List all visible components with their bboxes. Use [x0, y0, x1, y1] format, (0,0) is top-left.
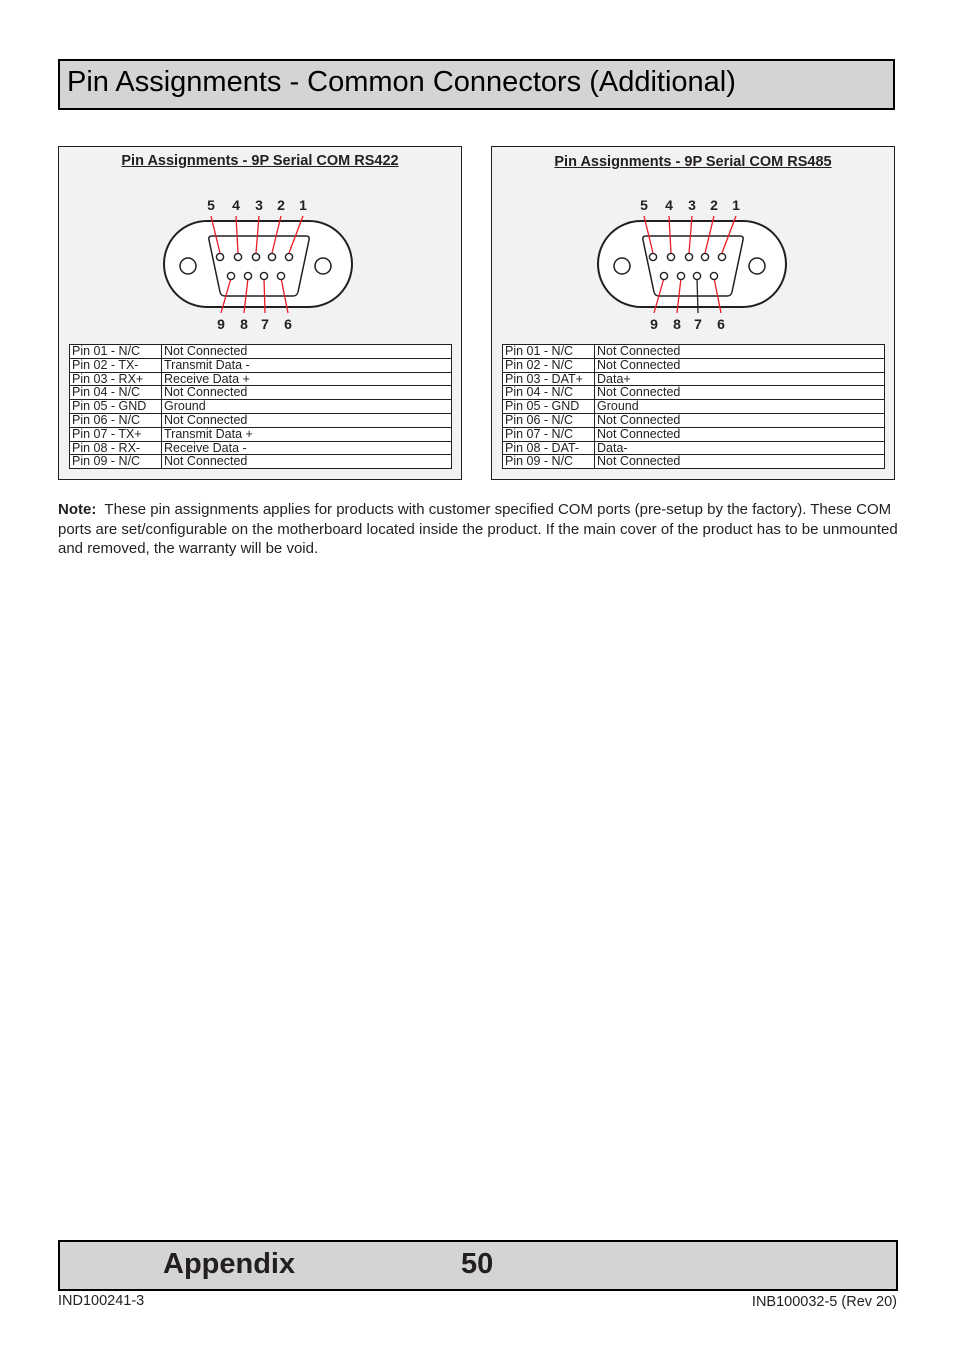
- rs422-table-row: [70, 455, 452, 469]
- rs422-signal-cell: Receive Data -: [162, 441, 452, 455]
- rs485-pin-cell: Pin 08 - DAT-: [503, 441, 595, 455]
- rs422-pin-cell: Pin 06 - N/C: [70, 413, 162, 427]
- rs485-label-pin-5: 5: [640, 197, 648, 213]
- footer-bar: [58, 1240, 898, 1291]
- page-title: Pin Assignments - Common Connectors (Additional): [67, 66, 736, 98]
- rs485-pin-socket: [649, 253, 656, 260]
- rs485-pin-cell: Pin 04 - N/C: [503, 386, 595, 400]
- rs422-pin-cell: Pin 01 - N/C: [70, 345, 162, 359]
- rs422-pin-table: [69, 344, 452, 469]
- rs422-pin-socket: [268, 253, 275, 260]
- rs422-table-row: [70, 372, 452, 386]
- note-paragraph: [58, 500, 898, 559]
- rs422-signal-cell: Ground: [162, 400, 452, 414]
- rs422-pin-socket: [277, 272, 284, 279]
- rs422-table-row: [70, 441, 452, 455]
- rs485-pin-socket: [701, 253, 708, 260]
- rs485-pin-cell: Pin 02 - N/C: [503, 358, 595, 372]
- rs422-label-pin-5: 5: [207, 197, 215, 213]
- rs485-pin-cell: Pin 09 - N/C: [503, 455, 595, 469]
- document-id-left: IND100241-3: [58, 1293, 145, 1309]
- rs422-panel-title: Pin Assignments - 9P Serial COM RS422: [121, 153, 399, 169]
- rs422-pin-socket: [244, 272, 251, 279]
- rs422-pin-socket: [227, 272, 234, 279]
- rs485-table-row: [503, 400, 885, 414]
- rs422-signal-cell: Not Connected: [162, 413, 452, 427]
- rs422-signal-cell: Receive Data +: [162, 372, 452, 386]
- note-text: These pin assignments applies for products with customer specified COM ports (pre-setup by the factory). These COM ports are set/configurable on the motherboard located inside the product. If the main cover of the product has to be unmounted and removed, the warranty will be void.: [58, 501, 898, 557]
- rs422-table-row: [70, 345, 452, 359]
- rs485-label-pin-6: 6: [717, 316, 725, 332]
- rs485-pin-table: [502, 344, 885, 469]
- rs485-pin-socket: [710, 272, 717, 279]
- rs485-table-row: [503, 372, 885, 386]
- rs485-label-pin-9: 9: [650, 316, 658, 332]
- rs485-pin-socket: [718, 253, 725, 260]
- rs422-label-pin-7: 7: [261, 316, 269, 332]
- rs422-pin-cell: Pin 04 - N/C: [70, 386, 162, 400]
- rs422-pin-cell: Pin 02 - TX-: [70, 358, 162, 372]
- rs485-label-pin-4: 4: [665, 197, 673, 213]
- rs422-table-row: [70, 427, 452, 441]
- rs422-signal-cell: Transmit Data +: [162, 427, 452, 441]
- rs485-pin-socket: [693, 272, 700, 279]
- rs422-label-pin-4: 4: [232, 197, 240, 213]
- rs485-connector-d-shape: [643, 236, 743, 296]
- rs422-label-pin-6: 6: [284, 316, 292, 332]
- rs422-table-row: [70, 413, 452, 427]
- rs422-table-row: [70, 358, 452, 372]
- rs485-label-pin-1: 1: [732, 197, 740, 213]
- rs485-pin-socket: [677, 272, 684, 279]
- rs485-table-row: [503, 358, 885, 372]
- rs422-pin-socket: [216, 253, 223, 260]
- rs485-pin-cell: Pin 03 - DAT+: [503, 372, 595, 386]
- rs485-signal-cell: Ground: [595, 400, 885, 414]
- rs422-pin-socket: [252, 253, 259, 260]
- rs485-signal-cell: Not Connected: [595, 413, 885, 427]
- rs422-mount-hole-right: [315, 258, 331, 274]
- rs422-signal-cell: Not Connected: [162, 345, 452, 359]
- rs422-label-pin-9: 9: [217, 316, 225, 332]
- rs485-mount-hole-right: [749, 258, 765, 274]
- rs485-table-row: [503, 427, 885, 441]
- rs485-mount-hole-left: [614, 258, 630, 274]
- rs422-pin-cell: Pin 09 - N/C: [70, 455, 162, 469]
- rs485-table-row: [503, 441, 885, 455]
- rs485-pin-socket: [667, 253, 674, 260]
- rs422-pin-socket: [234, 253, 241, 260]
- rs422-table-row: [70, 400, 452, 414]
- rs422-connector-d-shape: [209, 236, 309, 296]
- rs422-connector-diagram: [59, 147, 461, 347]
- rs485-label-pin-7: 7: [694, 316, 702, 332]
- rs485-signal-cell: Not Connected: [595, 455, 885, 469]
- rs485-table-row: [503, 455, 885, 469]
- rs422-panel: [58, 146, 462, 480]
- rs422-pin-cell: Pin 08 - RX-: [70, 441, 162, 455]
- note-label: Note:: [58, 501, 97, 518]
- rs485-pin-cell: Pin 01 - N/C: [503, 345, 595, 359]
- rs485-panel-title: Pin Assignments - 9P Serial COM RS485: [554, 154, 832, 170]
- rs485-pin-cell: Pin 06 - N/C: [503, 413, 595, 427]
- rs485-table-row: [503, 413, 885, 427]
- rs485-label-pin-3: 3: [688, 197, 696, 213]
- rs485-panel: [491, 146, 895, 480]
- rs422-label-pin-1: 1: [299, 197, 307, 213]
- rs422-signal-cell: Not Connected: [162, 386, 452, 400]
- rs422-table-row: [70, 386, 452, 400]
- rs422-label-pin-8: 8: [240, 316, 248, 332]
- rs485-pin-cell: Pin 05 - GND: [503, 400, 595, 414]
- rs485-table-row: [503, 345, 885, 359]
- rs485-label-pin-8: 8: [673, 316, 681, 332]
- rs485-pin-cell: Pin 07 - N/C: [503, 427, 595, 441]
- rs422-pin-socket: [285, 253, 292, 260]
- rs422-label-pin-3: 3: [255, 197, 263, 213]
- rs422-label-pin-2: 2: [277, 197, 285, 213]
- rs485-pin-socket: [660, 272, 667, 279]
- rs485-signal-cell: Not Connected: [595, 345, 885, 359]
- document-id-right: INB100032-5 (Rev 20): [751, 1294, 897, 1310]
- rs485-pin-socket: [685, 253, 692, 260]
- rs485-label-pin-2: 2: [710, 197, 718, 213]
- rs422-pin-socket: [260, 272, 267, 279]
- rs422-signal-cell: Transmit Data -: [162, 358, 452, 372]
- page-title-bar: [58, 59, 895, 110]
- rs422-signal-cell: Not Connected: [162, 455, 452, 469]
- rs422-mount-hole-left: [180, 258, 196, 274]
- footer-section-title: Appendix: [163, 1248, 296, 1280]
- rs485-signal-cell: Data-: [595, 441, 885, 455]
- rs422-pin-cell: Pin 07 - TX+: [70, 427, 162, 441]
- rs422-pin-cell: Pin 05 - GND: [70, 400, 162, 414]
- rs485-table-row: [503, 386, 885, 400]
- rs485-signal-cell: Not Connected: [595, 358, 885, 372]
- rs485-signal-cell: Data+: [595, 372, 885, 386]
- rs485-connector-diagram: [492, 147, 894, 347]
- rs485-signal-cell: Not Connected: [595, 386, 885, 400]
- rs422-pin-cell: Pin 03 - RX+: [70, 372, 162, 386]
- page-number: 50: [461, 1248, 494, 1280]
- rs485-signal-cell: Not Connected: [595, 427, 885, 441]
